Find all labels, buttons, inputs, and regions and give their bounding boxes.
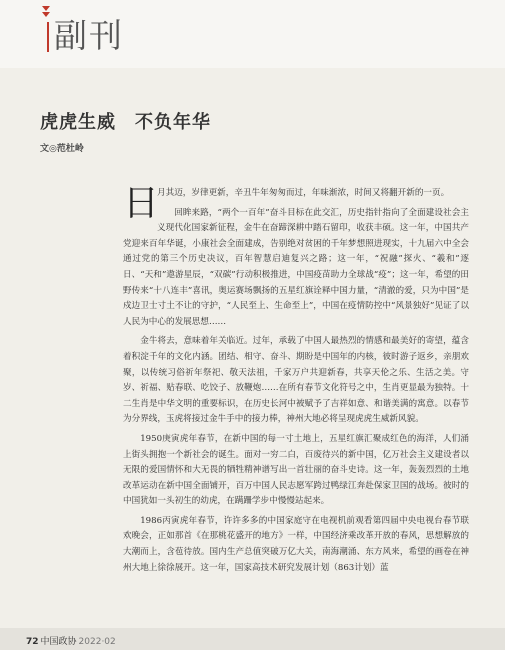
paragraph: 1950庚寅虎年春节，在新中国的每一寸土地上，五星红旗汇聚成红色的海洋，人们涌上街头拥抱一个新社会的诞生。面对一穷二白，百废待兴的新中国，亿万社会主义建设者以无限的爱国情怀和大无畏的牺牲精神谱写出一首壮丽的奋斗史诗。这一年，轰轰烈烈的土地改革运动在新中国全面铺开，百万中国人民志愿军跨过鸭绿江奔赴保家卫国的战场。彼时的中国犹如一头初生的幼虎，在蹒跚学步中慢慢站起来。 <box>123 433 469 507</box>
drop-cap: 日 <box>123 183 160 224</box>
section-header <box>0 0 505 68</box>
page-footer <box>0 628 505 650</box>
paragraph: 回眸来路，“两个一百年”奋斗目标在此交汇，历史指针指向了全面建设社会主义现代化国家新征程，金牛在奋蹄深耕中踏石留印，收获丰硕。这一年，中国共产党迎来百年华诞，小康社会全面建成，告别绝对贫困的千年梦想照进现实，十九届六中全会通过党的第三个历史决议，百年智慧启迪复兴之路；这一年，“祝融”探火、“羲和”逐日、“天和”遨游星辰，“双碳”行动积极推进，中国疫苗助力全球战“疫”；这一年，希望的田野传来“十八连丰”喜讯，奥运赛场飘扬的五星红旗诠释中国力量，“清澈的爱，只为中国”是戍边卫士寸土不让的守护，“人民至上、生命至上”，中国在疫情防控中“风景独好”见证了以人民为中心的发展思想…… <box>123 207 469 327</box>
magazine-name: 中国政协 <box>40 637 77 647</box>
page-number: 72 <box>26 637 39 647</box>
paragraph: 1986丙寅虎年春节，许许多多的中国家庭守在电视机前观看第四届中央电视台春节联欢晚会，正如那首《在那桃花盛开的地方》一样，中国经济乘改革开放的春风，思想解放的大潮而上，含苞待放。国内生产总值突破万亿大关，南海潮涌、东方风来，希望的画卷在神州大地上徐徐展开。这一年，国家高技术研究发展计划（863计划）蓝 <box>123 515 469 573</box>
page-info <box>26 634 116 647</box>
paragraph: 日 月其迈，岁律更新，辛丑牛年匆匆而过，年味渐浓，时间又将翻开新的一页。 <box>123 183 450 224</box>
header-accent-bar <box>47 22 49 52</box>
triangle-marks-icon <box>40 6 52 22</box>
paragraph: 金牛将去，意味着年关临近。过年，承载了中国人最热烈的情感和最美好的寄望，蕴含着积淀千年的文化内涵。团结、相守、奋斗、期盼是中国年的内核，彼时游子返乡，亲朋欢聚，以传统习俗祈年祭祀、敬天法祖，千家万户共迎新春，共享天伦之乐、生活之美。守岁、祈福、贴春联、吃饺子、放鞭炮……在所有春节文化符号之中，生肖更显最为独特。十二生肖是中华文明的重要标识，在历史长河中被赋予了吉祥如意、和谐美满的寓意。以春节为分界线，玉虎将接过金牛手中的接力棒，神州大地必将呈现虎虎生威新风貌。 <box>123 336 469 425</box>
article-title: 虎虎生威 不负年华 <box>40 112 211 133</box>
article-author: 文◎范杜岭 <box>40 144 84 154</box>
issue-number: 2022·02 <box>78 637 116 647</box>
section-title: 副刊 <box>54 16 124 55</box>
article-body <box>123 183 469 580</box>
